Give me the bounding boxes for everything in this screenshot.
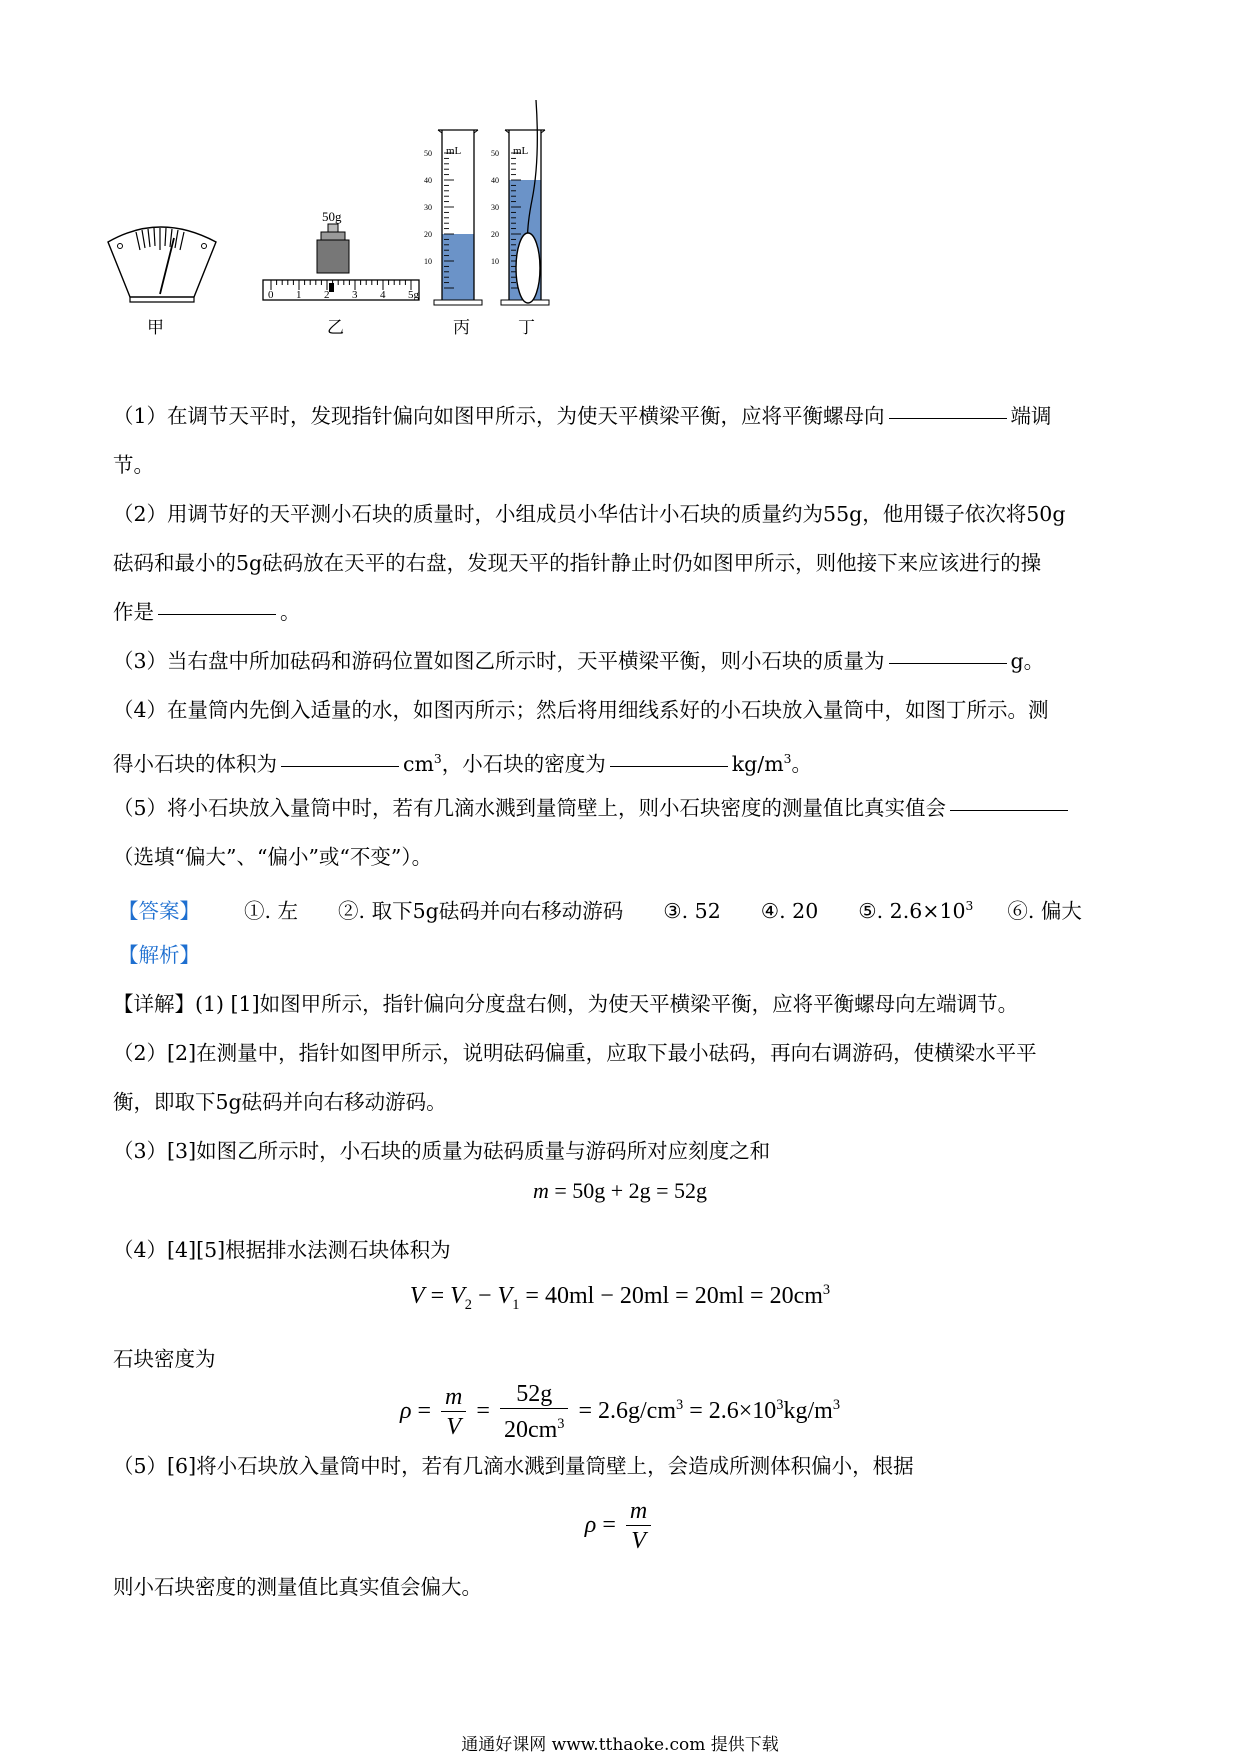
cylinder-mark: 30	[424, 203, 432, 212]
page-footer: 通通好课网 www.tthaoke.com 提供下载	[461, 1735, 779, 1755]
cylinder-mark: 50	[491, 149, 499, 158]
answer-line: 【答案】 ①. 左 ②. 取下5g砝码并向右移动游码 ③. 52 ④. 20 ⑤. $2.6\times 10^3$ ⑥. 偏大	[118, 898, 1082, 923]
rider-scale-label: 0	[268, 289, 274, 301]
label-jia: 甲	[147, 318, 164, 338]
analysis-5: 石块密度为	[113, 1347, 216, 1371]
analysis-3: （3）[3]如图乙所示时，小石块的质量为砝码质量与游码所对应刻度之和	[113, 1139, 771, 1163]
answer-blank-1[interactable]	[889, 417, 1007, 419]
formula-mass: m = 50g + 2g = 52g	[532, 1178, 708, 1203]
formula-volume: $V = V_2 - V_1 = 40ml - 20ml = 20ml = 20cm^3$	[409, 1282, 831, 1313]
rider-scale-label: 1	[296, 289, 302, 301]
cylinder-unit: mL	[446, 145, 462, 157]
answer-blank-5[interactable]	[610, 765, 728, 767]
weight-label: 50g	[322, 209, 342, 224]
question-4-cont: 得小石块的体积为 $cm^3$，小石块的密度为 $kg/m^3$。	[113, 751, 812, 776]
apparatus-illustration	[100, 100, 640, 380]
question-3: （3）当右盘中所加砝码和游码位置如图乙所示时，天平横梁平衡，则小石块的质量为 g。	[113, 649, 1045, 673]
analysis-6: （5）[6]将小石块放入量筒中时，若有几滴水溅到量筒壁上，会造成所测体积偏小，根据	[113, 1454, 914, 1478]
question-5-cont: （选填“偏大”、“偏小”或“不变”）。	[113, 845, 433, 869]
label-bing: 丙	[453, 318, 470, 338]
cylinder-mark: 20	[491, 230, 499, 239]
answer-blank-2[interactable]	[158, 613, 276, 615]
cylinder-mark: 40	[424, 176, 432, 185]
weight-and-rider-drawing	[263, 209, 420, 301]
cylinder-mark: 20	[424, 230, 432, 239]
analysis-4: （4）[4][5]根据排水法测石块体积为	[113, 1238, 451, 1262]
cylinder-mark: 30	[491, 203, 499, 212]
label-yi: 乙	[327, 318, 344, 338]
answer-blank-3[interactable]	[889, 662, 1007, 664]
balance-dial-drawing	[108, 227, 216, 302]
cylinder-bing-drawing	[424, 130, 482, 305]
formula-density: ρ = $\frac{m}{V}$ = $\frac{52g}{20cm^3}$ = $2.6g/cm^3 = 2.6\times 10^3kg/m^3$	[399, 1381, 841, 1443]
answer-blank-4[interactable]	[281, 765, 399, 767]
formula-density-def: ρ = $\frac{m}{V}$	[0, 1497, 1240, 1556]
analysis-2-cont: 衡，即取下5g砝码并向右移动游码。	[113, 1090, 447, 1114]
question-5: （5）将小石块放入量筒中时，若有几滴水溅到量筒壁上，则小石块密度的测量值比真实值会	[113, 784, 1143, 833]
cylinder-mark: 10	[424, 257, 432, 266]
question-1-cont: 节。	[113, 453, 154, 477]
analysis-tag-line	[118, 931, 1148, 980]
question-2: （2）用调节好的天平测小石块的质量时，小组成员小华估计小石块的质量约为55g，他用镊子依次将50g	[113, 502, 1066, 526]
water	[442, 234, 474, 300]
question-2-cont: 砝码和最小的5g砝码放在天平的右盘，发现天平的指针静止时仍如图甲所示，则他接下来应该进行的操	[113, 551, 1042, 575]
rider-scale-label: 2	[324, 289, 330, 301]
label-ding: 丁	[518, 318, 535, 338]
analysis-7: 则小石块密度的测量值比真实值会偏大。	[113, 1575, 482, 1599]
cylinder-unit: mL	[513, 145, 529, 157]
cylinder-mark: 10	[491, 257, 499, 266]
question-4: （4）在量筒内先倒入适量的水，如图丙所示；然后将用细线系好的小石块放入量筒中，如图丁所示。测	[113, 698, 1049, 722]
rider-scale-label: 3	[352, 289, 358, 301]
analysis-1: 【详解】(1) [1]如图甲所示，指针偏向分度盘右侧，为使天平横梁平衡，应将平衡螺母向左端调节。	[113, 992, 1019, 1016]
analysis-2: （2）[2]在测量中，指针如图甲所示，说明砝码偏重，应取下最小砝码，再向右调游码，使横梁水平平	[113, 1041, 1037, 1065]
question-2-cont2: 作是 。	[113, 600, 301, 624]
question-1: （1）在调节天平时，发现指针偏向如图甲所示，为使天平横梁平衡，应将平衡螺母向 端调	[113, 404, 1052, 428]
answer-blank-6[interactable]	[950, 809, 1068, 811]
cylinder-mark: 50	[424, 149, 432, 158]
rider-scale-label: 5g	[408, 289, 419, 301]
answer-tag: 【答案】	[118, 898, 200, 923]
experiment-figure	[100, 100, 640, 380]
rider-scale-label: 4	[380, 289, 386, 301]
cylinder-mark: 40	[491, 176, 499, 185]
analysis-tag: 【解析】	[118, 943, 200, 967]
